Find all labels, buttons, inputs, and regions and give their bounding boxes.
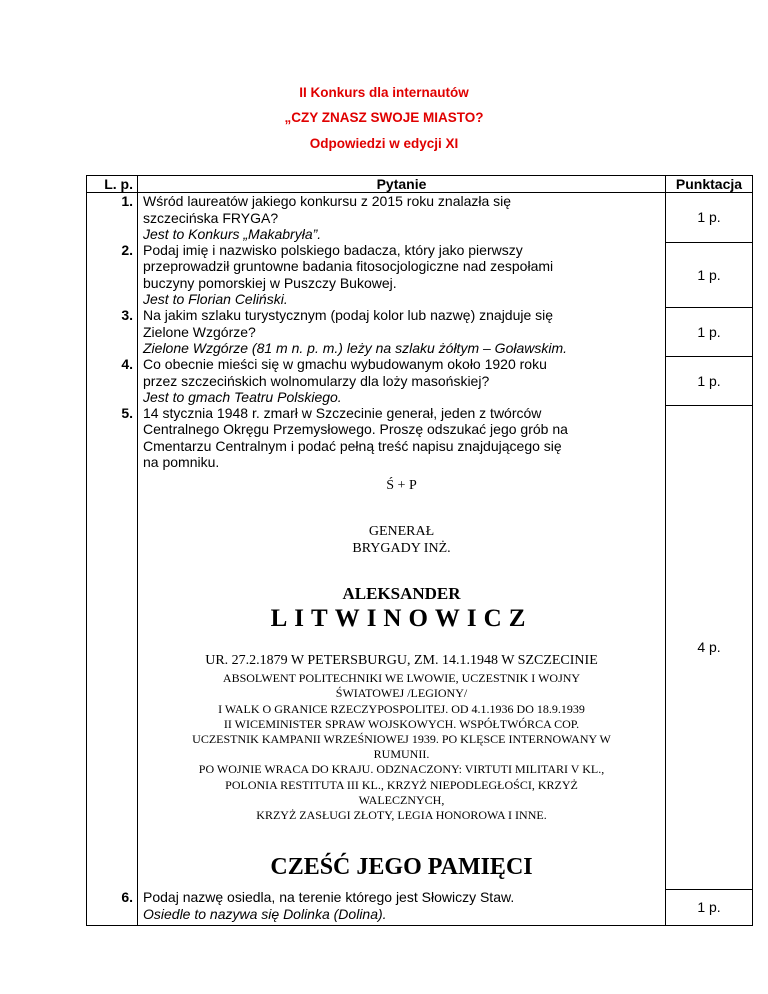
question-line: na pomniku. bbox=[143, 454, 220, 471]
inscription-first-name: ALEKSANDER bbox=[342, 584, 461, 604]
question-line: Co obecnie mieści się w gmachu wybudowanym około 1920 roku bbox=[143, 356, 547, 373]
inscription-line: UCZESTNIK KAMPANII WRZEŚNIOWEJ 1939. PO KLĘSCE INTERNOWANY W bbox=[192, 732, 611, 747]
inscription-rank-2: BRYGADY INŻ. bbox=[352, 540, 451, 556]
inscription-line: ABSOLWENT POLITECHNIKI WE LWOWIE, UCZESTNIK I WOJNY bbox=[222, 671, 581, 686]
inscription-line: UR. 27.2.1879 W PETERSBURGU, ZM. 14.1.1948 W SZCZECINIE bbox=[205, 653, 598, 669]
question-cell bbox=[138, 193, 666, 242]
inscription-last-name: LITWINOWICZ bbox=[270, 605, 533, 633]
table-row bbox=[87, 307, 753, 356]
points-cell: 4 p. bbox=[666, 405, 753, 889]
points-cell: 1 p. bbox=[666, 889, 753, 925]
table-row bbox=[87, 242, 753, 307]
row-number: 1. bbox=[87, 193, 138, 242]
inscription-closing: CZEŚĆ JEGO PAMIĘCI bbox=[270, 854, 533, 881]
question-cell bbox=[138, 889, 666, 925]
table-row bbox=[87, 889, 753, 925]
question-line: Podaj imię i nazwisko polskiego badacza, który jako pierwszy bbox=[143, 242, 523, 259]
inscription-line: ŚWIATOWEJ /LEGIONY/ bbox=[335, 686, 468, 701]
question-cell bbox=[138, 242, 666, 307]
row-number: 6. bbox=[87, 889, 138, 925]
question-line: przeprowadził gruntowne badania fitosocjologiczne nad zespołami bbox=[143, 258, 554, 275]
col-question-header: Pytanie bbox=[138, 176, 666, 193]
answer-text: Jest to gmach Teatru Polskiego. bbox=[143, 388, 342, 405]
points-cell: 1 p. bbox=[666, 356, 753, 405]
inscription-line: II WICEMINISTER SPRAW WOJSKOWYCH. WSPÓŁTWÓRCA COP. bbox=[223, 716, 580, 731]
points-cell: 1 p. bbox=[666, 307, 753, 356]
inscription-line: RUMUNII. bbox=[373, 747, 430, 762]
question-line: Wśród laureatów jakiego konkursu z 2015 roku znalazła się bbox=[143, 193, 512, 210]
question-line: przez szczecińskich wolnomularzy dla loży masońskiej? bbox=[143, 372, 490, 389]
question-cell bbox=[138, 405, 666, 889]
question-line: szczecińska FRYGA? bbox=[143, 209, 279, 226]
question-line: buczyny pomorskiej w Puszczy Bukowej. bbox=[143, 274, 397, 291]
col-points-header: Punktacja bbox=[666, 176, 753, 193]
row-number: 2. bbox=[87, 242, 138, 307]
edition-title: Odpowiedzi w edycji XI bbox=[309, 136, 459, 151]
contest-subtitle: „CZY ZNASZ SWOJE MIASTO? bbox=[284, 110, 484, 125]
question-line: Podaj nazwę osiedla, na terenie którego jest Słowiczy Staw. bbox=[143, 889, 515, 906]
table-row bbox=[87, 356, 753, 405]
inscription-line: WALECZNYCH, bbox=[358, 792, 445, 807]
answer-text: Osiedle to nazywa się Dolinka (Dolina). bbox=[143, 905, 387, 922]
row-number: 3. bbox=[87, 307, 138, 356]
inscription-rank-1: GENERAŁ bbox=[368, 523, 435, 539]
question-cell bbox=[138, 307, 666, 356]
inscription-line: KRZYŻ ZASŁUGI ZŁOTY, LEGIA HONOROWA I INNE. bbox=[256, 808, 547, 823]
question-line: Cmentarzu Centralnym i podać pełną treść napisu znajdującego się bbox=[143, 437, 562, 454]
question-cell bbox=[138, 356, 666, 405]
table-row bbox=[87, 193, 753, 242]
inscription-line: I WALK O GRANICE RZECZYPOSPOLITEJ. OD 4.1.1936 DO 18.9.1939 bbox=[218, 701, 585, 716]
table-row bbox=[87, 405, 753, 889]
answer-text: Jest to Konkurs „Makabryła”. bbox=[143, 225, 322, 242]
answer-text: Zielone Wzgórze (81 m n. p. m.) leży na szlaku żółtym – Goławskim. bbox=[143, 339, 568, 356]
question-line: 14 stycznia 1948 r. zmarł w Szczecinie generał, jeden z twórców bbox=[143, 405, 542, 422]
question-line: Zielone Wzgórze? bbox=[143, 323, 256, 340]
points-cell: 1 p. bbox=[666, 242, 753, 307]
col-num-header: L. p. bbox=[87, 176, 138, 193]
answer-text: Jest to Florian Celiński. bbox=[143, 291, 288, 308]
inscription bbox=[138, 478, 665, 889]
points-cell: 1 p. bbox=[666, 193, 753, 242]
inscription-line: POLONIA RESTITUTA III KL., KRZYŻ NIEPODLEGŁOŚCI, KRZYŻ bbox=[225, 777, 578, 792]
contest-title: II Konkurs dla internautów bbox=[299, 85, 469, 100]
inscription-cross: Ś + P bbox=[386, 478, 417, 494]
table-header-row bbox=[87, 176, 753, 193]
question-line: Centralnego Okręgu Przemysłowego. Proszę odszukać jego grób na bbox=[143, 421, 568, 438]
row-number: 5. bbox=[87, 405, 138, 889]
question-line: Na jakim szlaku turystycznym (podaj kolor lub nazwę) znajduje się bbox=[143, 307, 554, 324]
inscription-line: PO WOJNIE WRACA DO KRAJU. ODZNACZONY: VIRTUTI MILITARI V KL., bbox=[198, 762, 605, 777]
inscription-body bbox=[138, 671, 665, 823]
answers-table bbox=[86, 175, 753, 926]
row-number: 4. bbox=[87, 356, 138, 405]
